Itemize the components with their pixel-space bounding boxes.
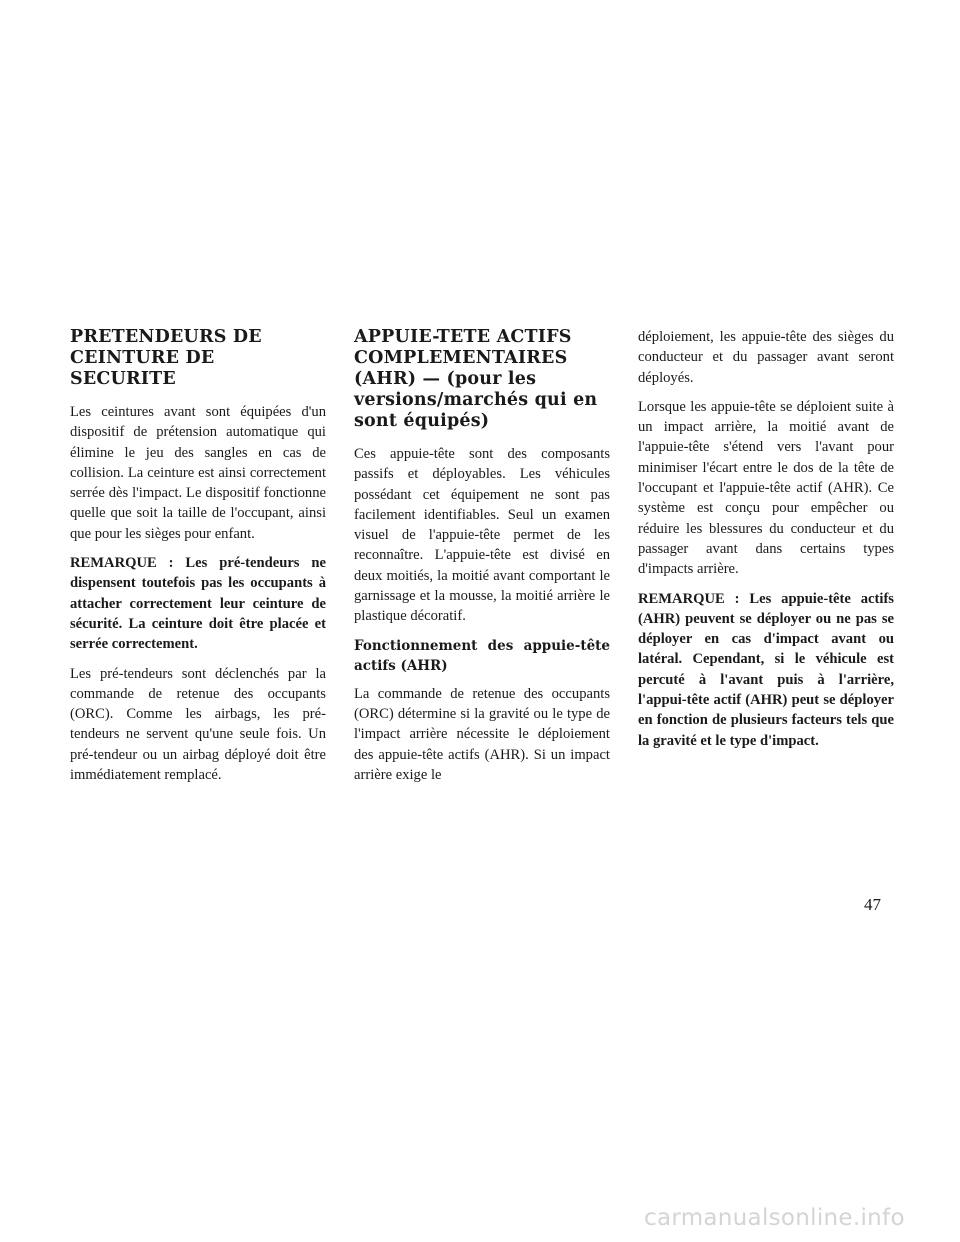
section-heading-appuie-tete: APPUIE-TETE ACTIFS COMPLEMENTAIRES (AHR) — (pour les versions/marchés qui en sont équipés): [354, 327, 598, 431]
section-heading-pretendeurs: PRETENDEURS DE CEINTURE DE SECURITE: [70, 327, 262, 389]
note-paragraph: REMARQUE : Les pré-tendeurs ne dispensent toutefois pas les occupants à attacher correctement leur ceinture de sécurité. La ceinture doit être placée et serrée correctement.: [70, 555, 326, 653]
right-column: [638, 327, 894, 760]
subheading-fonctionnement: Fonctionnement des appuie-tête actifs (AHR): [354, 637, 610, 674]
note-paragraph: REMARQUE : Les appuie-tête actifs (AHR) peuvent se déployer ou ne pas se déployer en cas d'impact avant ou latéral. Cependant, si le véhicule est percuté à l'avant puis à l'arrière, l'appui-tête actif (AHR) peut se déployer en fonction de plusieurs facteurs tels que la gravité et le type d'impact.: [638, 590, 894, 749]
paragraph: La commande de retenue des occupants (ORC) détermine si la gravité ou le type de l'impact arrière nécessite le déploiement des appuie-tête actifs (AHR). Si un impact arrière exige le: [354, 685, 610, 783]
page-number: 47: [864, 895, 881, 914]
paragraph: Ces appuie-tête sont des composants passifs et déployables. Les véhicules possédant cet équipement ne sont pas facilement identifiables. Seul un examen visuel de l'appuie-tête permet de les reconnaître. L'appuie-tête est divisé en deux moitiés, la moitié avant comportant le garnissage et la mousse, la moitié arrière le plastique décoratif.: [354, 446, 610, 625]
paragraph: Les ceintures avant sont équipées d'un dispositif de prétension automatique qui élimine le jeu des sangles en cas de collision. La ceinture est ainsi correctement serrée dès l'impact. Le dispositif fonctionne quelle que soit la taille de l'occupant, ainsi que pour les sièges pour enfant.: [70, 404, 326, 542]
paragraph: déploiement, les appuie-tête des sièges du conducteur et du passager avant seront déployés.: [638, 329, 894, 386]
watermark: carmanualsonline.info: [644, 1205, 905, 1231]
middle-column: [354, 327, 610, 794]
paragraph: Les pré-tendeurs sont déclenchés par la commande de retenue des occupants (ORC). Comme les airbags, les pré-tendeurs ne servent qu'une seule fois. Un pré-tendeur ou un airbag déployé doit être immédiatement remplacé.: [70, 665, 326, 784]
left-column: [70, 327, 326, 794]
paragraph: Lorsque les appuie-tête se déploient suite à un impact arrière, la moitié avant de l'appuie-tête s'étend vers l'avant pour minimiser l'écart entre le dos de la tête de l'occupant et l'appuie-tête actif (AHR). Ce système est conçu pour empêcher ou réduire les blessures du conducteur et du passager avant dans certains types d'impacts arrière.: [638, 398, 894, 578]
